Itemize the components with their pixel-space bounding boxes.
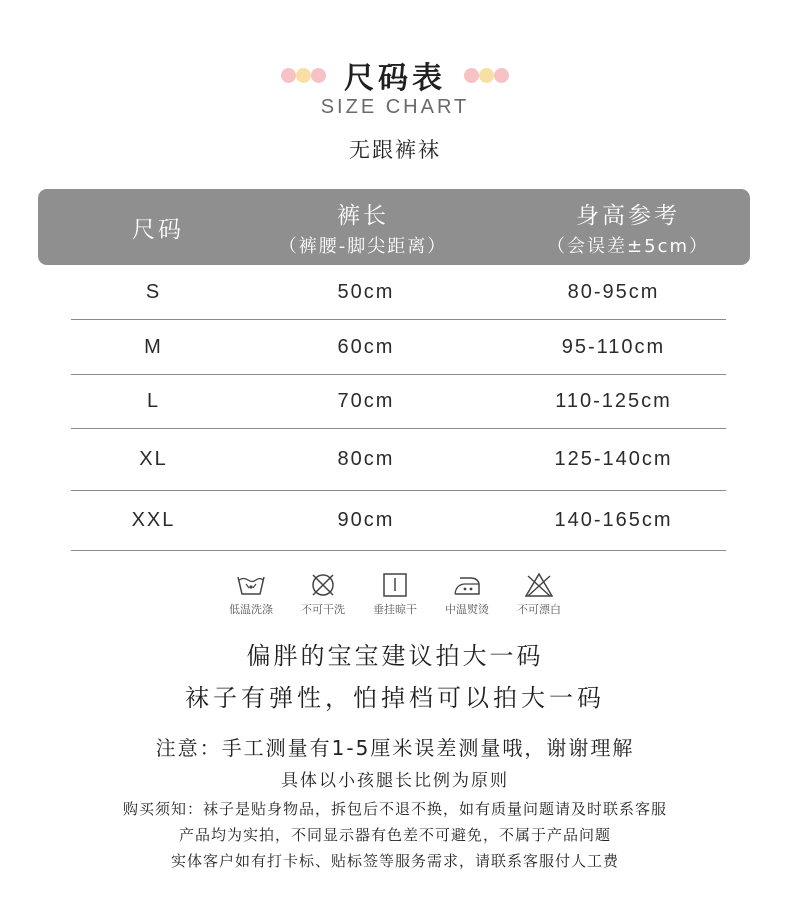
length-cell: 90cm <box>337 509 395 531</box>
care-item-wash <box>222 572 280 617</box>
column-header-sublabel: （会误差±5cm） <box>547 235 709 257</box>
column-header-sublabel: （裤腰-脚尖距离） <box>278 235 448 257</box>
pink-dot-icon <box>311 68 326 83</box>
title-row <box>0 50 790 100</box>
tip-line-1: 偏胖的宝宝建议拍大一码 <box>246 642 544 670</box>
no-bleach-icon <box>524 572 554 598</box>
product-name: 无跟裤袜 <box>349 138 441 162</box>
page-subtitle: SIZE CHART <box>320 96 470 118</box>
table-row <box>71 266 726 320</box>
size-cell: S <box>145 281 162 303</box>
care-label: 不可干洗 <box>301 604 345 616</box>
no-dry-clean-icon <box>308 572 338 598</box>
page-title: 尺码表 <box>344 61 446 96</box>
size-cell: XXL <box>131 509 176 531</box>
medium-iron-icon <box>452 572 482 598</box>
pink-dot-icon <box>464 68 479 83</box>
size-cell: M <box>144 335 163 358</box>
length-cell: 70cm <box>337 390 395 412</box>
column-header-label: 裤长 <box>337 202 389 229</box>
service-notice: 实体客户如有打卡标、贴标签等服务需求，请联系客服付人工费 <box>170 852 619 870</box>
height-cell: 125-140cm <box>554 448 673 470</box>
care-item-iron <box>438 572 496 617</box>
pink-dot-icon <box>494 68 509 83</box>
column-header-size <box>78 189 238 265</box>
height-cell: 110-125cm <box>555 390 672 412</box>
left-dots-decoration <box>281 68 326 83</box>
table-row <box>71 375 726 429</box>
right-dots-decoration <box>464 68 509 83</box>
column-header-label: 身高参考 <box>576 202 680 229</box>
height-cell: 140-165cm <box>554 509 673 531</box>
care-label: 垂挂晾干 <box>373 604 417 616</box>
hang-dry-icon <box>380 572 410 598</box>
care-label: 不可漂白 <box>517 604 561 616</box>
pink-dot-icon <box>281 68 296 83</box>
tip-line-2: 袜子有弹性，怕掉档可以拍大一码 <box>185 684 605 712</box>
length-cell: 60cm <box>337 335 395 358</box>
size-cell: L <box>146 390 161 412</box>
height-cell: 80-95cm <box>567 281 660 303</box>
height-cell: 95-110cm <box>561 335 666 358</box>
length-cell: 50cm <box>337 281 395 303</box>
care-instructions <box>0 572 790 617</box>
table-row <box>71 320 726 375</box>
care-item-bleach <box>510 572 568 617</box>
size-cell: XL <box>139 448 168 470</box>
photo-notice: 产品均为实拍，不同显示器有色差不可避免，不属于产品问题 <box>178 826 611 844</box>
low-temp-wash-icon <box>236 572 266 598</box>
care-item-hang-dry <box>366 572 424 617</box>
table-row <box>71 491 726 551</box>
yellow-dot-icon <box>296 68 311 83</box>
measurement-note: 注意：手工测量有1-5厘米误差测量哦，谢谢理解 <box>155 736 635 760</box>
table-row <box>71 429 726 491</box>
yellow-dot-icon <box>479 68 494 83</box>
size-table-header <box>38 189 750 265</box>
length-cell: 80cm <box>337 448 395 470</box>
column-header-label: 尺码 <box>132 216 184 243</box>
column-header-length <box>218 189 508 265</box>
care-label: 中温熨烫 <box>445 604 489 616</box>
column-header-height <box>478 189 778 265</box>
purchase-notice: 购买须知：袜子是贴身物品，拆包后不退不换，如有质量问题请及时联系客服 <box>122 800 667 818</box>
care-item-dry-clean <box>294 572 352 617</box>
care-label: 低温洗涤 <box>229 604 273 616</box>
measurement-rule: 具体以小孩腿长比例为原则 <box>281 771 509 791</box>
